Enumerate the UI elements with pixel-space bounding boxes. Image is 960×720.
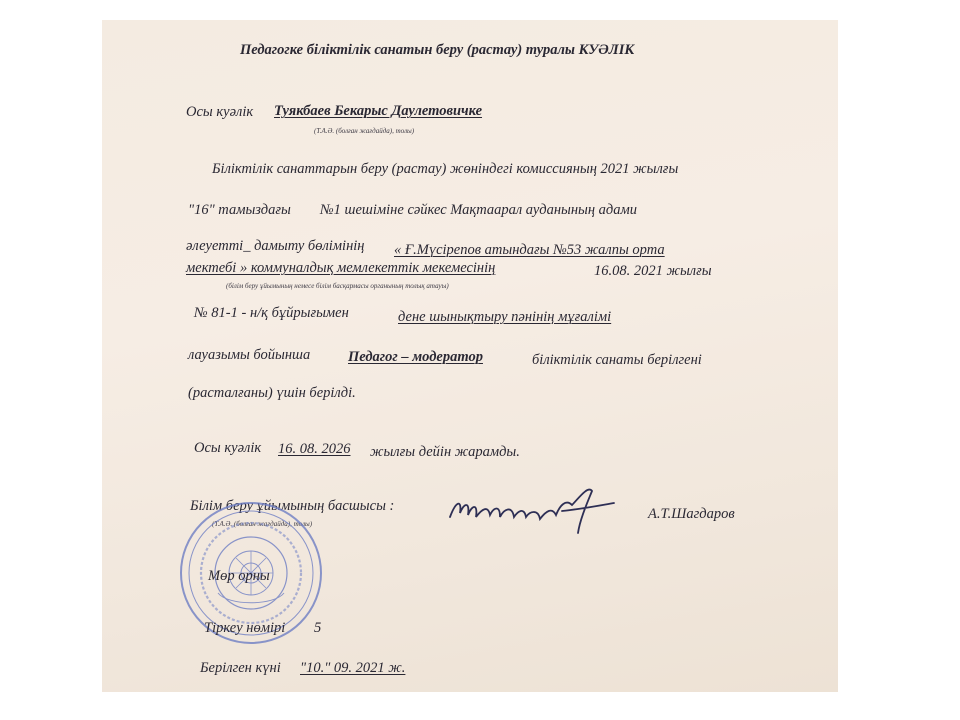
reg-number: 5 bbox=[314, 620, 322, 636]
issued-label: Берілген күні bbox=[200, 660, 281, 676]
school-name-part1: « Ғ.Мүсірепов атындағы №53 жалпы орта bbox=[394, 242, 665, 258]
reg-label: Тіркеу нөмірі bbox=[204, 620, 286, 636]
decision-date: "16" тамыздағы bbox=[188, 202, 291, 218]
head-name: А.Т.Шагдаров bbox=[648, 506, 735, 522]
position-label: лауазымы бойынша bbox=[188, 347, 311, 363]
head-hint: (Т.А.Ә. (болған жағдайда), толы) bbox=[212, 520, 313, 528]
seal-place: Мөр орны bbox=[208, 568, 270, 584]
valid-date: 16. 08. 2026 bbox=[278, 441, 351, 457]
subject-teacher: дене шынықтыру пәнінің мұғалімі bbox=[398, 309, 612, 325]
given-text: (расталғаны) үшін берілді. bbox=[188, 385, 356, 401]
valid-prefix: Осы куәлік bbox=[194, 440, 262, 456]
text-line-3a: әлеуетті_ дамыту бөлімінің bbox=[186, 238, 365, 254]
category-text: біліктілік санаты берілгені bbox=[532, 352, 702, 368]
text-line-1: Біліктілік санаттарын беру (растау) жөніндегі комиссияның 2021 жылғы bbox=[212, 161, 679, 177]
signature-image bbox=[442, 475, 622, 545]
org-hint: (білім беру ұйымының немесе білім басқармасы органының толық атауы) bbox=[226, 282, 449, 290]
issued-date: "10." 09. 2021 ж. bbox=[300, 660, 406, 676]
recipient-name: Туякбаев Бекарыс Даулетовичке bbox=[274, 103, 483, 119]
school-name-part2: мектебі » коммуналдық мемлекеттік мекемесінің bbox=[186, 260, 496, 276]
order-date: 16.08. 2021 жылғы bbox=[594, 263, 712, 279]
name-hint: (Т.А.Ә. (болған жағдайда), толы) bbox=[314, 127, 415, 135]
category-value: Педагог – модератор bbox=[348, 349, 483, 365]
head-label: Білім беру ұйымының басшысы : bbox=[190, 498, 395, 514]
recipient-prefix: Осы куәлік bbox=[186, 104, 254, 120]
decision-number: №1 шешіміне сәйкес Мақтаарал ауданының адами bbox=[320, 202, 638, 218]
certificate-document bbox=[102, 20, 838, 692]
order-number: № 81-1 - н/қ бұйрығымен bbox=[194, 305, 349, 321]
valid-suffix: жылғы дейін жарамды. bbox=[370, 444, 520, 460]
document-title: Педагогке біліктілік санатын беру (растау) туралы КУӘЛІК bbox=[240, 42, 635, 58]
